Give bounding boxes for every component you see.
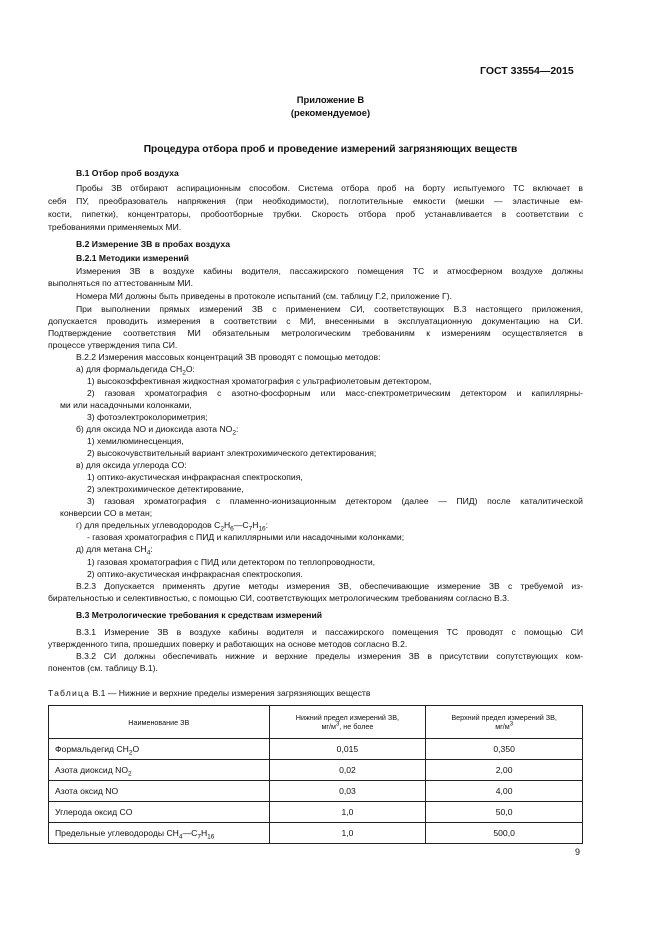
paragraph-line: В.2.2 Измерения массовых концентраций ЗВ проводят с помощью методов: bbox=[76, 352, 381, 362]
table-row bbox=[49, 739, 583, 760]
subscript: 4 bbox=[178, 833, 183, 841]
text: H bbox=[200, 828, 208, 838]
table-row bbox=[49, 760, 583, 781]
paragraph-line: Номера МИ должны быть приведены в протоколе испытаний (см. таблицу Г.2, приложение Г). bbox=[76, 291, 452, 301]
paragraph-line: При выполнении прямых измерений ЗВ с применением СИ, соответствующих В.3 настоящего приложения, bbox=[76, 304, 583, 314]
list-item: 3) фотоэлектроколориметрия; bbox=[87, 412, 208, 422]
list-item: 1) хемилюминесценция, bbox=[87, 436, 184, 446]
annex-status: (рекомендуемое) bbox=[290, 107, 371, 118]
section-b2-heading: В.2 Измерение ЗВ в пробах воздуха bbox=[76, 239, 230, 249]
subscript: 16 bbox=[207, 833, 215, 841]
list-item: 2) оптико-акустическая инфракрасная спектроскопия. bbox=[87, 569, 303, 579]
paragraph-line: утвержденного типа, прошедших поверку и работающих на основе методов согласно В.2. bbox=[48, 639, 408, 649]
section-b3-heading: В.3 Метрологические требования к средствам измерений bbox=[76, 610, 323, 620]
list-item: 2) высокочувствительный вариант электрохимического детектирования; bbox=[87, 448, 377, 458]
list-item-v: в) для оксида углерода CO: bbox=[76, 460, 187, 470]
standard-number: ГОСТ 33554—2015 bbox=[480, 65, 574, 77]
cell-name bbox=[49, 823, 270, 844]
text: б) для оксида NO и диоксида азота NO bbox=[76, 424, 233, 434]
annex-title: Приложение В bbox=[296, 94, 365, 105]
text: Нижний предел измерений ЗВ, bbox=[295, 713, 400, 722]
list-item-a bbox=[76, 363, 195, 375]
subscript: 4 bbox=[146, 549, 151, 557]
cell-upper: 0,350 bbox=[426, 739, 583, 760]
list-item: 3) газовая хроматография с пламенно-ионизационным детектором (далее — ПИД) после каталитической bbox=[87, 496, 583, 506]
list-item-g bbox=[76, 519, 268, 531]
cell-lower: 0,03 bbox=[269, 781, 426, 802]
list-item: - газовая хроматография с ПИД и капиллярными или насадочными колонками; bbox=[87, 532, 405, 542]
subscript: 6 bbox=[230, 525, 234, 533]
list-item: 1) газовая хроматография с ПИД или детектором по теплопроводности, bbox=[87, 557, 376, 567]
paragraph-line: Измерения ЗВ в воздухе кабины водителя, пассажирского помещения ТС и атмосферном воздухе должны bbox=[76, 266, 583, 276]
subscript: 2 bbox=[128, 749, 133, 757]
text: а) для формальдегида CH bbox=[76, 364, 183, 374]
paragraph-line: В.3.1 Измерение ЗВ в воздухе кабины водителя и пассажирского помещения ТС проводят с помощью СИ bbox=[76, 627, 583, 637]
paragraph-line: Подтверждение соответствия МИ обязательным метрологическим требованиям к измерениям осуществляется в bbox=[48, 328, 583, 338]
unit bbox=[276, 722, 420, 731]
text: , не более bbox=[339, 722, 374, 731]
subscript: 7 bbox=[197, 833, 201, 841]
list-item: ми или насадочными колонками, bbox=[60, 400, 192, 410]
table-row bbox=[49, 802, 583, 823]
text: мг/м bbox=[321, 722, 336, 731]
paragraph-line: кости, пипетки), концентраторы, пробоотборные трубки. Скорость отбора проб устанавливается в соответствии с bbox=[48, 209, 583, 219]
paragraph-line: В.3.2 СИ должны обеспечивать нижние и верхние пределы измерения ЗВ в присутствии сопутствующих ком- bbox=[76, 651, 583, 661]
text: Азота диоксид NO bbox=[55, 765, 129, 775]
subsection-b21-heading: В.2.1 Методики измерений bbox=[76, 253, 189, 263]
cell-lower: 0,02 bbox=[269, 760, 426, 781]
text: мг/м bbox=[495, 722, 510, 731]
col-header-name: Наименование ЗВ bbox=[49, 706, 270, 739]
text: г) для предельных углеводородов C bbox=[76, 520, 221, 530]
text: O: bbox=[185, 364, 195, 374]
paragraph-line: выполняться по аттестованным МИ. bbox=[48, 278, 193, 288]
unit bbox=[432, 722, 576, 731]
list-item-d bbox=[76, 543, 153, 555]
table-row bbox=[49, 823, 583, 844]
superscript: 3 bbox=[509, 721, 514, 728]
col-header-lower bbox=[269, 706, 426, 739]
list-item: конверсии CO в метан; bbox=[60, 508, 153, 518]
cell-upper: 2,00 bbox=[426, 760, 583, 781]
text: Верхний предел измерений ЗВ, bbox=[451, 713, 557, 722]
cell-name bbox=[49, 739, 270, 760]
cell-name bbox=[49, 760, 270, 781]
cell-lower: 1,0 bbox=[269, 823, 426, 844]
page-number: 9 bbox=[575, 847, 581, 857]
table-label: Таблица bbox=[48, 688, 91, 698]
table-caption-text: В.1 — Нижние и верхние пределы измерения загрязняющих веществ bbox=[90, 688, 371, 698]
paragraph-line: себя ПУ, преобразователь напряжения (при необходимости), поглотительные емкости (мешки — эластичные ем- bbox=[48, 196, 583, 206]
superscript: 3 bbox=[335, 721, 340, 728]
list-item: 1) оптико-акустическая инфракрасная спектроскопия, bbox=[87, 472, 303, 482]
table-header-row bbox=[49, 706, 583, 739]
text: H bbox=[252, 520, 259, 530]
paragraph-line: процессе утверждения типа СИ. bbox=[48, 340, 178, 350]
cell-name bbox=[49, 781, 270, 802]
text: Формальдегид CH bbox=[55, 744, 129, 754]
table-caption bbox=[48, 688, 370, 698]
col-header-upper bbox=[426, 706, 583, 739]
subscript: 2 bbox=[128, 770, 132, 778]
section-b1-heading: В.1 Отбор проб воздуха bbox=[76, 168, 179, 178]
paragraph-line: В.2.3 Допускается применять другие методы измерения ЗВ, обеспечивающие измерение ЗВ с требуемой из- bbox=[76, 581, 583, 591]
list-item: 2) газовая хроматография с азотно-фосфорным или масс-спектрометрическим детектором и капиллярны- bbox=[87, 388, 583, 398]
text: Предельные углеводороды CH bbox=[55, 828, 179, 838]
paragraph-line: Пробы ЗВ отбирают аспирационным способом. Система отбора проб на борту испытуемого ТС включает в bbox=[76, 183, 583, 193]
cell-lower: 0,015 bbox=[269, 739, 426, 760]
text: —C bbox=[182, 828, 198, 838]
subscript: 16 bbox=[258, 525, 266, 533]
paragraph-line: требованиями применяемых МИ. bbox=[48, 222, 182, 232]
text: Азота оксид NO bbox=[55, 786, 119, 796]
paragraph-line: бирательностью и селективностью, с помощью СИ, соответствующих метрологическим требованиям согласно В.3. bbox=[48, 593, 510, 603]
annex-heading bbox=[0, 93, 661, 119]
paragraph-line: допускается проводить измерения в соответствии с МИ, внесенными в эксплуатационную документацию на СИ. bbox=[48, 316, 583, 326]
subscript: 2 bbox=[232, 429, 236, 437]
text: Углерода оксид CO bbox=[55, 807, 133, 817]
subscript: 7 bbox=[248, 525, 253, 533]
text: H bbox=[223, 520, 231, 530]
text: —C bbox=[233, 520, 249, 530]
list-item: 1) высокоэффективная жидкостная хроматография с ультрафиолетовым детектором, bbox=[87, 376, 432, 386]
text: : bbox=[150, 544, 153, 554]
text: д) для метана CH bbox=[76, 544, 147, 554]
text: : bbox=[265, 520, 269, 530]
limits-table bbox=[48, 705, 583, 844]
page-title: Процедура отбора проб и проведение измерений загрязняющих веществ bbox=[143, 144, 518, 155]
cell-upper: 50,0 bbox=[426, 802, 583, 823]
subscript: 2 bbox=[220, 525, 224, 533]
cell-name bbox=[49, 802, 270, 823]
cell-upper: 500,0 bbox=[426, 823, 583, 844]
subscript: 2 bbox=[182, 369, 186, 377]
paragraph-line: понентов (см. таблицу В.1). bbox=[48, 663, 158, 673]
text: O bbox=[132, 744, 140, 754]
cell-upper: 4,00 bbox=[426, 781, 583, 802]
list-item-b bbox=[76, 423, 238, 435]
table-row bbox=[49, 781, 583, 802]
text: : bbox=[236, 424, 239, 434]
cell-lower: 1,0 bbox=[269, 802, 426, 823]
list-item: 2) электрохимическое детектирование, bbox=[87, 484, 244, 494]
